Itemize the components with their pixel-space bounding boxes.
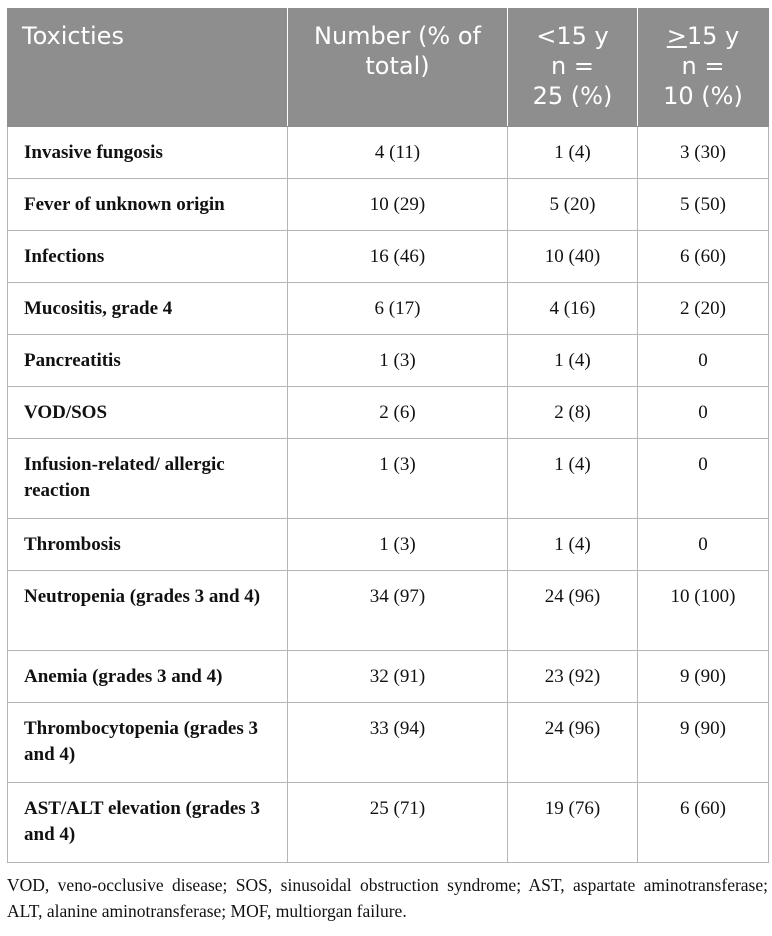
row-label: Thrombocytopenia (grades 3 and 4) — [8, 703, 288, 783]
row-label: Pancreatitis — [8, 335, 288, 387]
row-total: 1 (3) — [288, 519, 508, 571]
row-under-15: 1 (4) — [508, 127, 638, 179]
table-body — [8, 127, 769, 863]
row-total: 16 (46) — [288, 231, 508, 283]
row-label: VOD/SOS — [8, 387, 288, 439]
header-over-15-line1: 15 y — [686, 22, 740, 50]
row-total: 2 (6) — [288, 387, 508, 439]
row-under-15: 1 (4) — [508, 519, 638, 571]
header-over-15-line3: 10 (%) — [663, 82, 743, 110]
row-over-15: 6 (60) — [638, 783, 769, 863]
row-label: Neutropenia (grades 3 and 4) — [8, 571, 288, 651]
table-row — [8, 439, 769, 519]
row-under-15: 5 (20) — [508, 179, 638, 231]
row-over-15: 9 (90) — [638, 651, 769, 703]
row-over-15: 0 — [638, 335, 769, 387]
header-toxicities: Toxicties — [8, 9, 288, 127]
row-under-15: 23 (92) — [508, 651, 638, 703]
row-over-15: 0 — [638, 519, 769, 571]
table-row — [8, 783, 769, 863]
table-row — [8, 387, 769, 439]
row-label: Mucositis, grade 4 — [8, 283, 288, 335]
row-over-15: 5 (50) — [638, 179, 769, 231]
table-row — [8, 651, 769, 703]
row-label: Infections — [8, 231, 288, 283]
table-header — [8, 9, 769, 127]
header-row — [8, 9, 769, 127]
row-under-15: 24 (96) — [508, 571, 638, 651]
row-label: Fever of unknown origin — [8, 179, 288, 231]
row-over-15: 10 (100) — [638, 571, 769, 651]
header-under-15-line2: n = — [551, 52, 594, 80]
table-row — [8, 519, 769, 571]
row-total: 1 (3) — [288, 335, 508, 387]
row-under-15: 19 (76) — [508, 783, 638, 863]
header-under-15-line1: <15 y — [536, 22, 609, 50]
header-over-15-symbol: > — [666, 22, 687, 50]
row-under-15: 10 (40) — [508, 231, 638, 283]
row-under-15: 1 (4) — [508, 439, 638, 519]
row-over-15: 2 (20) — [638, 283, 769, 335]
row-label: Invasive fungosis — [8, 127, 288, 179]
header-number-total: Number (% of total) — [288, 9, 508, 127]
row-under-15: 4 (16) — [508, 283, 638, 335]
row-total: 25 (71) — [288, 783, 508, 863]
row-label: AST/ALT elevation (grades 3 and 4) — [8, 783, 288, 863]
row-over-15: 3 (30) — [638, 127, 769, 179]
table-row — [8, 179, 769, 231]
row-over-15: 9 (90) — [638, 703, 769, 783]
row-under-15: 1 (4) — [508, 335, 638, 387]
header-under-15-line3: 25 (%) — [532, 82, 613, 110]
toxicities-table — [7, 8, 769, 863]
row-label: Infusion-related/ allergic reaction — [8, 439, 288, 519]
row-total: 34 (97) — [288, 571, 508, 651]
row-total: 33 (94) — [288, 703, 508, 783]
row-total: 4 (11) — [288, 127, 508, 179]
row-over-15: 0 — [638, 387, 769, 439]
row-total: 6 (17) — [288, 283, 508, 335]
table-row — [8, 231, 769, 283]
header-over-15 — [638, 9, 769, 127]
row-total: 10 (29) — [288, 179, 508, 231]
table-row — [8, 283, 769, 335]
row-under-15: 24 (96) — [508, 703, 638, 783]
row-label: Thrombosis — [8, 519, 288, 571]
table-row — [8, 335, 769, 387]
table-row — [8, 127, 769, 179]
table-row — [8, 703, 769, 783]
row-over-15: 0 — [638, 439, 769, 519]
row-over-15: 6 (60) — [638, 231, 769, 283]
header-over-15-line2: n = — [681, 52, 725, 80]
table-footnote: VOD, veno-occlusive disease; SOS, sinusoidal obstruction syndrome; AST, aspartate aminotransferase; ALT, alanine aminotransferase; MOF, multiorgan failure. — [7, 875, 768, 921]
row-total: 1 (3) — [288, 439, 508, 519]
toxicities-table-container — [7, 8, 768, 863]
header-under-15 — [508, 9, 638, 127]
row-under-15: 2 (8) — [508, 387, 638, 439]
table-row — [8, 571, 769, 651]
row-label: Anemia (grades 3 and 4) — [8, 651, 288, 703]
row-total: 32 (91) — [288, 651, 508, 703]
